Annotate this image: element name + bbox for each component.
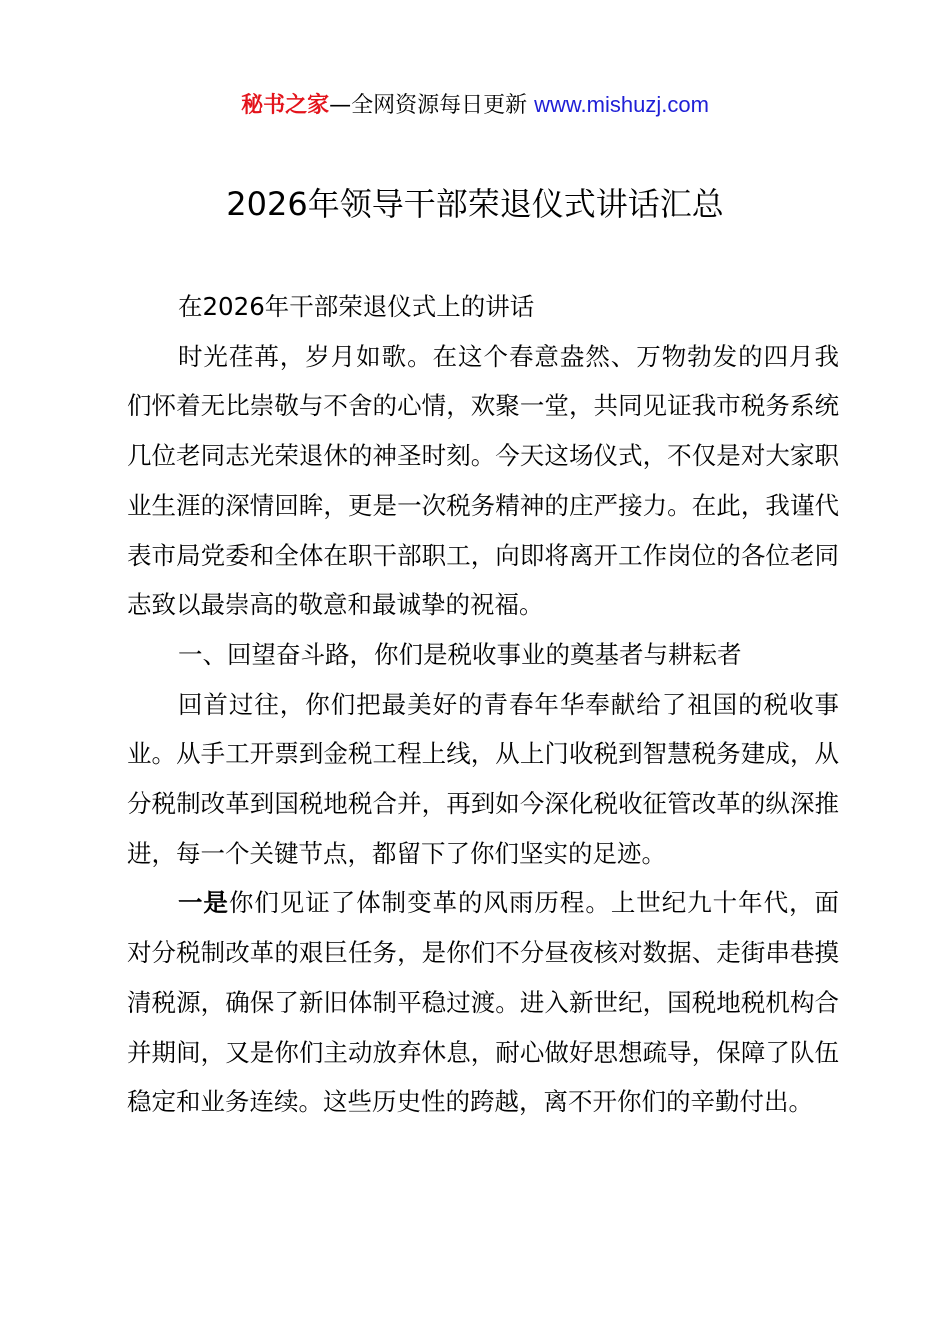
- section-heading: 一、回望奋斗路，你们是税收事业的奠基者与耕耘者: [177, 639, 742, 669]
- body-paragraph: 回首过往，你们把最美好的青春年华奉献给了祖国的税收事业。从手工开票到金税工程上线，从上门收税到智慧税务建成，从分税制改革到国税地税合并，再到如今深化税收征管改革的纵深推进，每一个关键节点，都留下了你们坚实的足迹。: [127, 689, 839, 868]
- document-title: 2026年领导干部荣退仪式讲话汇总: [226, 185, 724, 223]
- brand-name: 秘书之家: [241, 93, 330, 118]
- banner-tagline: —全网资源每日更新: [329, 93, 535, 118]
- document-body: [127, 282, 839, 1127]
- site-url-link[interactable]: www.mishuzj.com: [534, 92, 709, 117]
- speech-subtitle: 在2026年干部荣退仪式上的讲话: [177, 292, 535, 321]
- paragraph-lead: 一是: [177, 888, 229, 918]
- site-banner: [0, 88, 950, 123]
- paragraph-text: 你们见证了体制变革的风雨历程。上世纪九十年代，面对分税制改革的艰巨任务，是你们不分昼夜核对数据、走街串巷摸清税源，确保了新旧体制平稳过渡。进入新世纪，国税地税机构合并期间，又是你们主动放弃休息，耐心做好思想疏导，保障了队伍稳定和业务连续。这些历史性的跨越，离不开你们的辛勤付出。: [127, 888, 840, 1117]
- body-paragraph: [127, 878, 839, 1127]
- body-paragraph: 时光荏苒，岁月如歌。在这个春意盎然、万物勃发的四月我们怀着无比崇敬与不舍的心情，欢聚一堂，共同见证我市税务系统几位老同志光荣退休的神圣时刻。今天这场仪式，不仅是对大家职业生涯的深情回眸，更是一次税务精神的庄严接力。在此，我谨代表市局党委和全体在职干部职工，向即将离开工作岗位的各位老同志致以最崇高的敬意和最诚挚的祝福。: [127, 341, 839, 620]
